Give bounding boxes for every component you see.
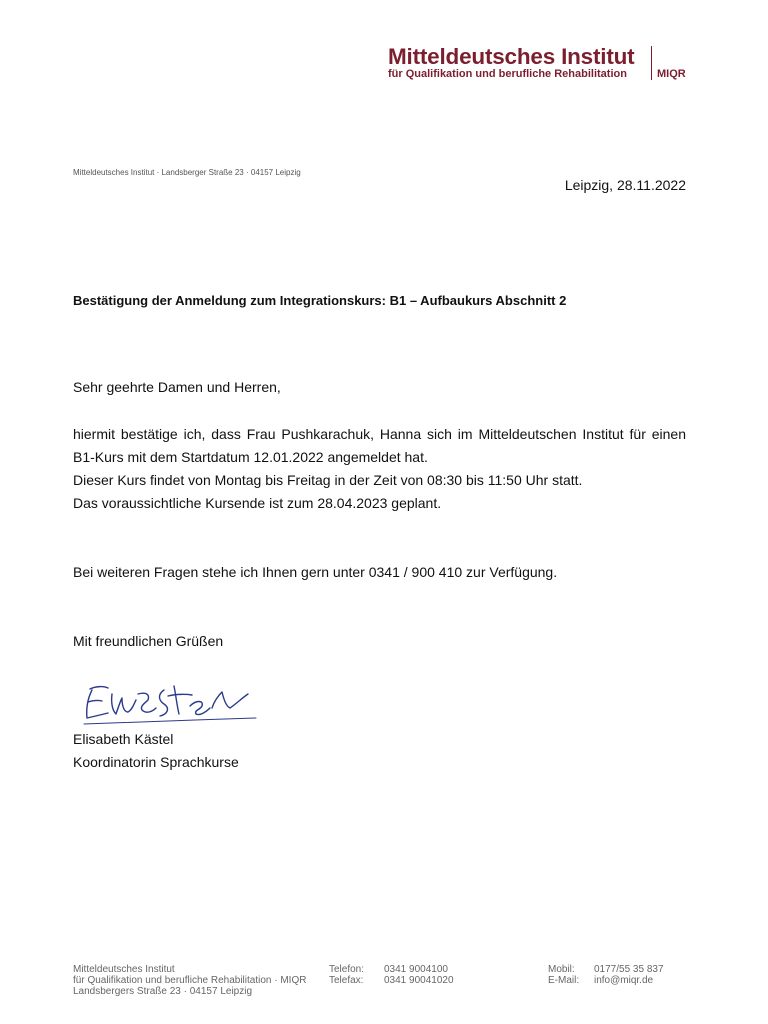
footer-mobile-label: Mobil: [548,964,575,975]
body-line: hiermit bestätige ich, dass Frau Pushkarachuk, Hanna sich im Mitteldeutschen Institut für einen [73,426,686,442]
sender-address-line: Mitteldeutsches Institut · Landsberger Straße 23 · 04157 Leipzig [73,168,301,177]
handwritten-signature [78,680,263,728]
footer-phone-values [384,964,454,986]
footer-contact-values [594,964,664,986]
body-line: B1-Kurs mit dem Startdatum 12.01.2022 angemeldet hat. [73,449,428,465]
footer-org-name: Mitteldeutsches Institut [73,964,175,975]
footer-phone-value: 0341 9004100 [384,964,448,975]
footer-phone-label: Telefon: [329,964,365,975]
logo-subtitle: für Qualifikation und berufliche Rehabilitation [388,68,627,80]
salutation: Sehr geehrte Damen und Herren, [73,379,281,395]
footer-fax-value: 0341 90041020 [384,975,454,986]
signer-name: Elisabeth Kästel [73,731,174,747]
signer-role: Koordinatorin Sprachkurse [73,754,239,770]
footer-email-label: E-Mail: [548,975,580,986]
footer-mobile-value: 0177/55 35 837 [594,964,664,975]
closing-greeting: Mit freundlichen Grüßen [73,633,224,649]
logo-divider [651,46,652,80]
footer-org-subtitle: für Qualifikation und berufliche Rehabilitation · MIQR [73,975,307,986]
footer-org [73,964,306,997]
letter-date: Leipzig, 28.11.2022 [564,177,686,193]
body-line: Dieser Kurs findet von Montag bis Freitag in der Zeit von 08:30 bis 11:50 Uhr statt. [73,472,583,488]
logo-abbreviation: MIQR [657,68,686,80]
footer-email-value: info@miqr.de [594,975,654,986]
logo-title: Mitteldeutsches Institut [388,44,635,69]
footer-fax-label: Telefax: [329,975,364,986]
footer-org-address: Landsbergers Straße 23 · 04157 Leipzig [73,986,253,997]
letter-body [73,423,686,515]
questions-paragraph: Bei weiteren Fragen stehe ich Ihnen gern unter 0341 / 900 410 zur Verfügung. [73,564,558,580]
footer-contact-labels [548,964,579,986]
footer-phone-labels [329,964,364,986]
body-line: Das voraussichtliche Kursende ist zum 28.04.2023 geplant. [73,495,442,511]
letter-subject: Bestätigung der Anmeldung zum Integrationskurs: B1 – Aufbaukurs Abschnitt 2 [73,293,567,308]
